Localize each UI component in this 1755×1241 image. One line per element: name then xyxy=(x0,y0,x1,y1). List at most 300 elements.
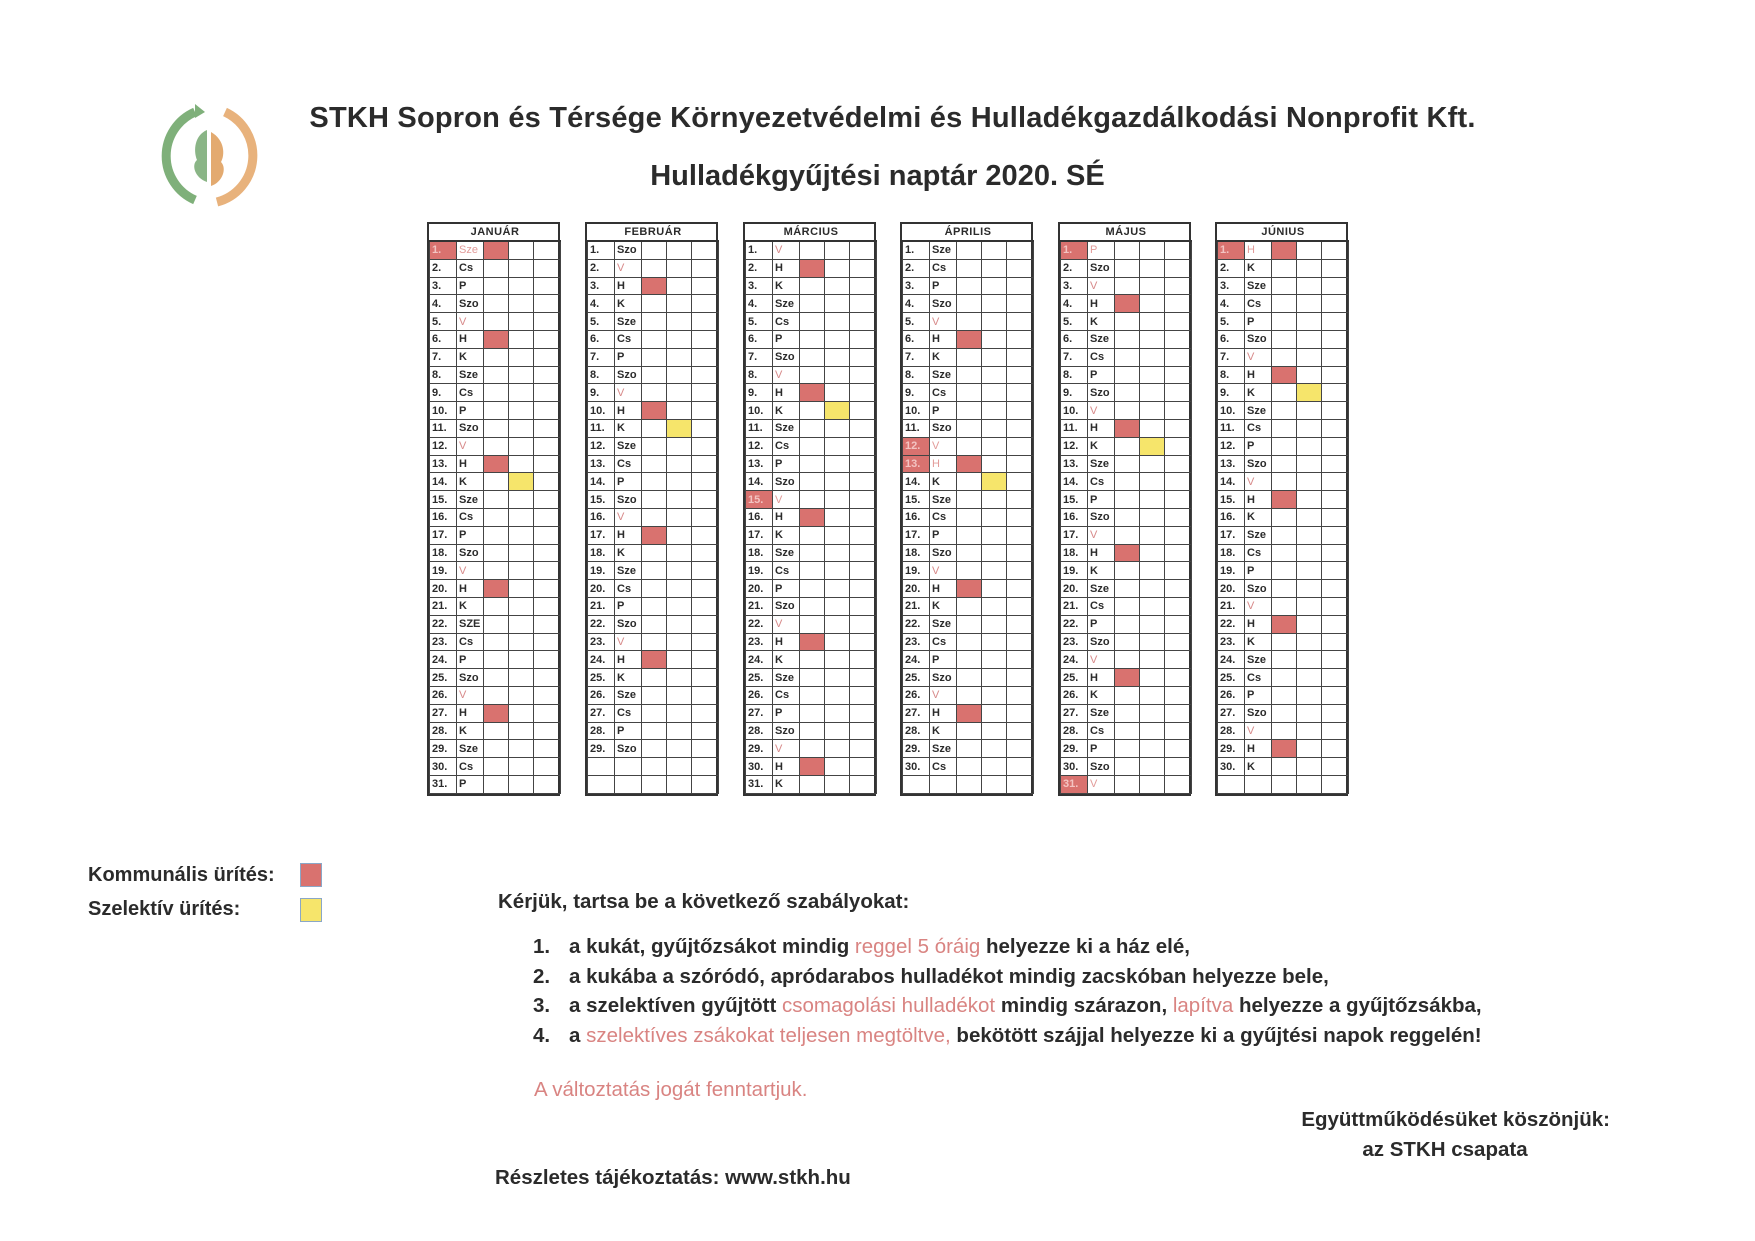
rule-text: mindig szárazon, xyxy=(995,994,1173,1017)
selective-collection-cell xyxy=(982,580,1007,598)
day-number: 11. xyxy=(903,419,930,437)
day-number: 18. xyxy=(1061,544,1088,562)
weekday: Cs xyxy=(930,384,957,402)
day-row xyxy=(1061,348,1192,366)
communal-collection-cell xyxy=(484,348,509,366)
day-number: 26. xyxy=(1061,686,1088,704)
weekday: P xyxy=(773,580,800,598)
selective-collection-cell xyxy=(667,437,692,455)
selective-collection-cell xyxy=(1140,651,1165,669)
empty-cell xyxy=(692,241,719,259)
day-number: 3. xyxy=(1061,277,1088,295)
weekday: Cs xyxy=(930,259,957,277)
day-number: 18. xyxy=(1218,544,1245,562)
weekday: H xyxy=(457,704,484,722)
day-row xyxy=(746,704,877,722)
weekday: Cs xyxy=(773,437,800,455)
selective-collection-cell xyxy=(1140,419,1165,437)
day-row xyxy=(746,330,877,348)
day-row xyxy=(1218,295,1349,313)
communal-collection-cell xyxy=(642,384,667,402)
communal-collection-cell xyxy=(1115,633,1140,651)
day-row xyxy=(430,348,561,366)
empty-cell xyxy=(1322,348,1349,366)
communal-collection-cell xyxy=(484,544,509,562)
empty-cell xyxy=(1165,384,1192,402)
communal-collection-cell xyxy=(1115,491,1140,509)
rule-number: 1. xyxy=(533,935,551,958)
day-row xyxy=(746,722,877,740)
weekday: H xyxy=(773,259,800,277)
day-row xyxy=(1061,241,1192,259)
day-row xyxy=(1061,597,1192,615)
weekday: Szo xyxy=(615,740,642,758)
day-row xyxy=(903,597,1034,615)
day-number: 9. xyxy=(1218,384,1245,402)
day-row xyxy=(746,580,877,598)
weekday: V xyxy=(773,491,800,509)
day-row xyxy=(588,491,719,509)
day-row xyxy=(903,758,1034,776)
empty-cell xyxy=(850,277,877,295)
weekday: V xyxy=(615,259,642,277)
day-row xyxy=(430,544,561,562)
selective-collection-cell xyxy=(1297,758,1322,776)
selective-collection-cell xyxy=(509,277,534,295)
selective-collection-cell xyxy=(1140,686,1165,704)
selective-collection-cell xyxy=(667,241,692,259)
selective-collection-cell xyxy=(667,580,692,598)
weekday: P xyxy=(1245,437,1272,455)
day-number: 21. xyxy=(903,597,930,615)
weekday: P xyxy=(930,277,957,295)
day-number: 4. xyxy=(1061,295,1088,313)
selective-collection-cell xyxy=(509,508,534,526)
weekday: Cs xyxy=(930,633,957,651)
empty-cell xyxy=(1007,437,1034,455)
day-number: 20. xyxy=(1218,580,1245,598)
empty-cell xyxy=(1007,277,1034,295)
day-row xyxy=(1061,330,1192,348)
communal-collection-cell xyxy=(1272,686,1297,704)
weekday: K xyxy=(773,526,800,544)
selective-collection-cell xyxy=(825,402,850,420)
weekday: P xyxy=(1088,241,1115,259)
selective-collection-cell xyxy=(667,348,692,366)
weekday: P xyxy=(615,473,642,491)
selective-collection-cell xyxy=(825,241,850,259)
weekday: Cs xyxy=(615,704,642,722)
day-number: 12. xyxy=(903,437,930,455)
weekday: K xyxy=(615,544,642,562)
selective-collection-cell xyxy=(982,633,1007,651)
day-number: 14. xyxy=(1061,473,1088,491)
weekday xyxy=(930,775,957,793)
empty-cell xyxy=(692,615,719,633)
empty-cell xyxy=(850,366,877,384)
empty-cell xyxy=(850,419,877,437)
selective-collection-cell xyxy=(1297,704,1322,722)
empty-cell xyxy=(1322,259,1349,277)
day-number: 25. xyxy=(588,669,615,687)
day-number: 6. xyxy=(746,330,773,348)
communal-collection-cell xyxy=(484,740,509,758)
day-number: 18. xyxy=(903,544,930,562)
day-number: 24. xyxy=(1061,651,1088,669)
day-row xyxy=(903,348,1034,366)
day-row xyxy=(588,740,719,758)
empty-cell xyxy=(692,419,719,437)
day-number: 14. xyxy=(903,473,930,491)
day-row xyxy=(746,348,877,366)
day-number: 10. xyxy=(1061,402,1088,420)
day-row xyxy=(903,704,1034,722)
day-number: 7. xyxy=(1218,348,1245,366)
selective-collection-cell xyxy=(982,241,1007,259)
day-number: 24. xyxy=(588,651,615,669)
empty-cell xyxy=(692,526,719,544)
weekday: P xyxy=(1088,615,1115,633)
weekday: V xyxy=(773,740,800,758)
selective-collection-cell xyxy=(667,615,692,633)
selective-collection-cell xyxy=(667,508,692,526)
day-number: 28. xyxy=(746,722,773,740)
weekday: H xyxy=(457,455,484,473)
day-number: 22. xyxy=(430,615,457,633)
day-row xyxy=(746,277,877,295)
selective-collection-cell xyxy=(1297,295,1322,313)
communal-collection-cell xyxy=(1115,758,1140,776)
selective-collection-cell xyxy=(982,740,1007,758)
selective-collection-cell xyxy=(1297,775,1322,793)
day-number: 14. xyxy=(1218,473,1245,491)
day-row xyxy=(588,313,719,331)
communal-collection-cell xyxy=(642,348,667,366)
day-row xyxy=(746,259,877,277)
selective-collection-cell xyxy=(1140,295,1165,313)
communal-collection-cell xyxy=(484,366,509,384)
day-row xyxy=(1218,597,1349,615)
empty-cell xyxy=(1322,597,1349,615)
rule-item xyxy=(533,994,1482,1018)
selective-collection-cell xyxy=(1140,526,1165,544)
communal-collection-cell xyxy=(642,455,667,473)
day-row xyxy=(1218,704,1349,722)
day-number: 23. xyxy=(588,633,615,651)
selective-collection-cell xyxy=(825,348,850,366)
day-row xyxy=(1061,740,1192,758)
selective-collection-cell xyxy=(667,366,692,384)
weekday: V xyxy=(1088,277,1115,295)
day-row xyxy=(746,402,877,420)
empty-cell xyxy=(850,473,877,491)
empty-cell xyxy=(850,437,877,455)
day-row xyxy=(1061,491,1192,509)
communal-collection-cell xyxy=(642,526,667,544)
day-row xyxy=(746,758,877,776)
day-row xyxy=(588,615,719,633)
day-row xyxy=(746,437,877,455)
communal-collection-cell xyxy=(642,491,667,509)
empty-cell xyxy=(1322,580,1349,598)
day-number: 15. xyxy=(903,491,930,509)
weekday: K xyxy=(773,651,800,669)
day-number: 23. xyxy=(430,633,457,651)
empty-cell xyxy=(1007,259,1034,277)
empty-cell xyxy=(534,722,561,740)
communal-collection-cell xyxy=(642,259,667,277)
day-number: 22. xyxy=(1218,615,1245,633)
rule-text: a kukába a szóródó, apródarabos hulladékot mindig zacskóban helyezze bele, xyxy=(569,965,1329,988)
selective-collection-cell xyxy=(982,669,1007,687)
communal-collection-cell xyxy=(1115,455,1140,473)
empty-cell xyxy=(1165,437,1192,455)
communal-collection-cell xyxy=(1272,473,1297,491)
empty-cell xyxy=(1322,669,1349,687)
selective-collection-cell xyxy=(1140,241,1165,259)
weekday: V xyxy=(457,313,484,331)
empty-cell xyxy=(1007,775,1034,793)
selective-collection-cell xyxy=(825,775,850,793)
day-row xyxy=(903,544,1034,562)
selective-collection-cell xyxy=(1297,330,1322,348)
empty-cell xyxy=(534,633,561,651)
selective-collection-cell xyxy=(667,722,692,740)
communal-collection-cell xyxy=(800,473,825,491)
empty-cell xyxy=(1165,775,1192,793)
day-row xyxy=(588,473,719,491)
communal-collection-cell xyxy=(800,686,825,704)
communal-collection-cell xyxy=(800,775,825,793)
empty-cell xyxy=(692,402,719,420)
day-number: 9. xyxy=(746,384,773,402)
weekday: Szo xyxy=(615,366,642,384)
selective-collection-cell xyxy=(982,704,1007,722)
day-row xyxy=(1218,402,1349,420)
communal-collection-cell xyxy=(957,597,982,615)
selective-collection-cell xyxy=(825,437,850,455)
day-number: 18. xyxy=(746,544,773,562)
day-number: 16. xyxy=(1061,508,1088,526)
empty-cell xyxy=(850,775,877,793)
empty-cell xyxy=(850,722,877,740)
selective-collection-cell xyxy=(1297,348,1322,366)
day-number: 1. xyxy=(1218,241,1245,259)
day-number: 25. xyxy=(903,669,930,687)
weekday: Sze xyxy=(930,491,957,509)
empty-cell xyxy=(850,615,877,633)
day-number: 8. xyxy=(588,366,615,384)
selective-collection-cell xyxy=(825,615,850,633)
empty-cell xyxy=(1007,508,1034,526)
weekday: P xyxy=(773,704,800,722)
empty-cell xyxy=(1007,686,1034,704)
day-row xyxy=(430,491,561,509)
weekday: Cs xyxy=(773,686,800,704)
communal-collection-cell xyxy=(957,704,982,722)
rule-number: 4. xyxy=(533,1024,551,1047)
selective-collection-cell xyxy=(982,277,1007,295)
empty-cell xyxy=(1007,348,1034,366)
weekday: V xyxy=(615,633,642,651)
legend-selective-label: Szelektív ürítés: xyxy=(88,898,241,920)
communal-collection-cell xyxy=(957,402,982,420)
day-row xyxy=(746,473,877,491)
day-number: 25. xyxy=(1061,669,1088,687)
weekday: K xyxy=(773,277,800,295)
day-row xyxy=(1218,491,1349,509)
weekday: Szo xyxy=(1088,758,1115,776)
weekday: Sze xyxy=(773,295,800,313)
day-number: 14. xyxy=(430,473,457,491)
day-number: 9. xyxy=(588,384,615,402)
selective-collection-cell xyxy=(667,775,692,793)
empty-cell xyxy=(1322,419,1349,437)
day-number: 27. xyxy=(430,704,457,722)
day-row xyxy=(588,758,719,776)
day-row xyxy=(588,686,719,704)
rule-highlight: lapítva xyxy=(1172,994,1234,1017)
day-number: 13. xyxy=(1061,455,1088,473)
communal-collection-cell xyxy=(800,615,825,633)
day-number: 3. xyxy=(903,277,930,295)
communal-collection-cell xyxy=(957,686,982,704)
selective-collection-cell xyxy=(982,775,1007,793)
communal-collection-cell xyxy=(642,295,667,313)
day-number: 10. xyxy=(430,402,457,420)
day-number: 13. xyxy=(1218,455,1245,473)
day-row xyxy=(1218,384,1349,402)
selective-collection-cell xyxy=(825,526,850,544)
day-number: 19. xyxy=(903,562,930,580)
day-number: 6. xyxy=(1218,330,1245,348)
selective-collection-cell xyxy=(982,544,1007,562)
empty-cell xyxy=(1322,330,1349,348)
empty-cell xyxy=(1007,615,1034,633)
selective-collection-cell xyxy=(1140,775,1165,793)
communal-collection-cell xyxy=(642,580,667,598)
weekday: SZE xyxy=(457,615,484,633)
communal-collection-cell xyxy=(957,295,982,313)
info-link-text[interactable]: Részletes tájékoztatás: www.stkh.hu xyxy=(495,1166,851,1189)
selective-collection-cell xyxy=(1297,597,1322,615)
communal-collection-cell xyxy=(1115,722,1140,740)
day-row xyxy=(1218,277,1349,295)
communal-collection-cell xyxy=(800,704,825,722)
communal-collection-cell xyxy=(484,473,509,491)
day-number: 11. xyxy=(430,419,457,437)
month-calendar xyxy=(427,222,560,796)
selective-collection-cell xyxy=(667,455,692,473)
communal-collection-cell xyxy=(800,722,825,740)
selective-collection-cell xyxy=(1297,562,1322,580)
empty-cell xyxy=(850,669,877,687)
day-row xyxy=(746,384,877,402)
selective-collection-cell xyxy=(509,633,534,651)
communal-collection-cell xyxy=(1272,295,1297,313)
communal-collection-cell xyxy=(1115,651,1140,669)
weekday: Sze xyxy=(457,366,484,384)
empty-cell xyxy=(850,313,877,331)
day-number: 16. xyxy=(746,508,773,526)
empty-cell xyxy=(1322,295,1349,313)
communal-collection-cell xyxy=(957,669,982,687)
day-number: 14. xyxy=(746,473,773,491)
empty-cell xyxy=(692,473,719,491)
communal-collection-cell xyxy=(800,740,825,758)
selective-collection-cell xyxy=(825,419,850,437)
selective-collection-cell xyxy=(825,295,850,313)
day-number: 26. xyxy=(430,686,457,704)
selective-collection-cell xyxy=(509,651,534,669)
day-row xyxy=(1218,473,1349,491)
day-row xyxy=(903,580,1034,598)
day-row xyxy=(1061,669,1192,687)
weekday: Sze xyxy=(1245,651,1272,669)
weekday: H xyxy=(1245,491,1272,509)
day-row xyxy=(903,330,1034,348)
rule-number: 2. xyxy=(533,965,551,988)
weekday: Szo xyxy=(457,544,484,562)
day-row xyxy=(1061,615,1192,633)
communal-collection-cell xyxy=(484,241,509,259)
day-row xyxy=(588,704,719,722)
day-number: 28. xyxy=(430,722,457,740)
weekday: P xyxy=(773,330,800,348)
day-row xyxy=(903,508,1034,526)
day-row xyxy=(1061,259,1192,277)
day-row xyxy=(588,384,719,402)
day-number: 7. xyxy=(588,348,615,366)
selective-collection-cell xyxy=(509,384,534,402)
day-row xyxy=(746,241,877,259)
empty-cell xyxy=(850,562,877,580)
weekday: H xyxy=(930,455,957,473)
selective-collection-cell xyxy=(1140,437,1165,455)
day-number: 21. xyxy=(1218,597,1245,615)
day-number: 2. xyxy=(903,259,930,277)
day-row xyxy=(746,615,877,633)
day-row xyxy=(430,384,561,402)
selective-collection-cell xyxy=(1140,633,1165,651)
empty-cell xyxy=(534,259,561,277)
month-name: ÁPRILIS xyxy=(903,224,1034,241)
day-row xyxy=(588,508,719,526)
empty-cell xyxy=(692,633,719,651)
communal-collection-cell xyxy=(642,775,667,793)
empty-cell xyxy=(692,669,719,687)
weekday: Szo xyxy=(930,669,957,687)
month-calendar xyxy=(585,222,718,796)
communal-collection-cell xyxy=(800,277,825,295)
day-row xyxy=(1218,366,1349,384)
weekday: H xyxy=(615,651,642,669)
day-row xyxy=(903,402,1034,420)
selective-collection-cell xyxy=(509,455,534,473)
rule-text: helyezze a gyűjtőzsákba, xyxy=(1233,994,1482,1017)
weekday: V xyxy=(615,384,642,402)
day-row xyxy=(430,562,561,580)
selective-collection-cell xyxy=(509,348,534,366)
selective-collection-cell xyxy=(1140,562,1165,580)
empty-cell xyxy=(692,437,719,455)
empty-cell xyxy=(1165,419,1192,437)
communal-collection-cell xyxy=(484,277,509,295)
day-number: 21. xyxy=(430,597,457,615)
empty-cell xyxy=(1322,366,1349,384)
communal-collection-cell xyxy=(957,473,982,491)
empty-cell xyxy=(1165,348,1192,366)
